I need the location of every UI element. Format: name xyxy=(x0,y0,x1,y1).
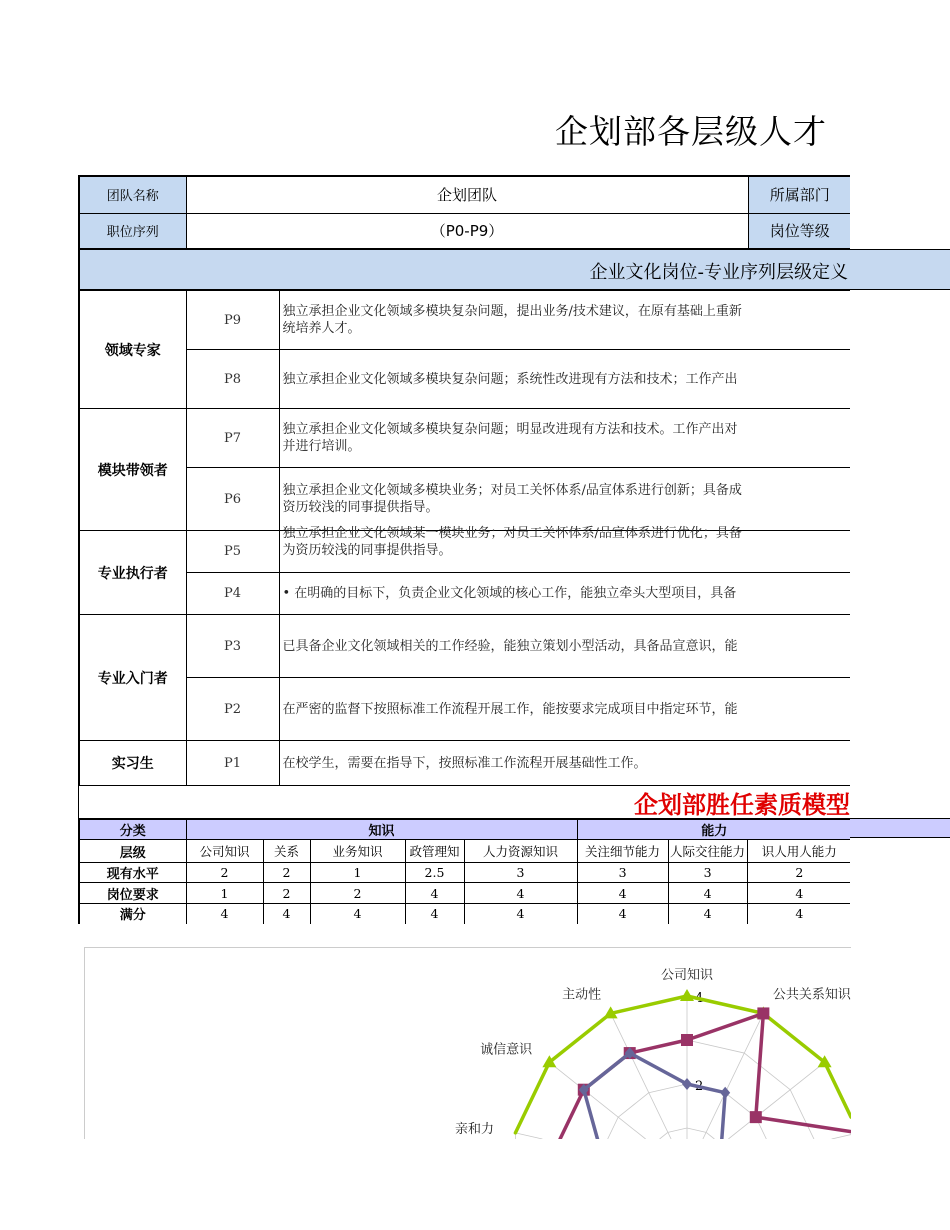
row-label-full: 满分 xyxy=(79,904,186,925)
level-code: P5 xyxy=(186,531,279,573)
radar-series-line xyxy=(630,1053,687,1084)
radar-grid-ring-segment xyxy=(668,1128,687,1132)
competency-column-header: 关系 xyxy=(263,840,310,863)
level-code: P4 xyxy=(186,573,279,615)
radar-series-line xyxy=(560,1090,584,1139)
levels-table xyxy=(78,290,850,786)
description-line: • 在明确的目标下，负责企业文化领域的核心工作，能独立牵头大型项目，具备 xyxy=(282,586,737,601)
row-label-current: 现有水平 xyxy=(79,863,186,883)
full-score-cell[interactable]: 4 xyxy=(310,904,405,925)
radar-series-line xyxy=(756,1013,764,1117)
description-line: 统培养人才。 xyxy=(282,321,361,336)
level-code: P8 xyxy=(186,350,279,409)
level-description xyxy=(279,291,850,350)
category-knowledge: 知识 xyxy=(186,819,577,840)
current-level-cell[interactable]: 2.5 xyxy=(405,863,464,883)
level-description xyxy=(279,741,850,786)
radar-grid-ring-segment xyxy=(744,1053,790,1090)
level-code: P2 xyxy=(186,678,279,741)
row-label-level: 层级 xyxy=(79,840,186,863)
radar-grid-ring-segment xyxy=(608,1117,619,1139)
level-row xyxy=(79,573,850,615)
description-line: 在校学生，需要在指导下，按照标准工作流程开展基础性工作。 xyxy=(282,755,647,771)
competency-column-header: 人力资源知识 xyxy=(464,840,577,863)
radar-axis-label: 公司知识 xyxy=(660,968,714,983)
radar-spoke xyxy=(728,1062,824,1139)
full-score-cell[interactable]: 4 xyxy=(263,904,310,925)
required-level-cell[interactable]: 4 xyxy=(577,883,668,904)
level-row xyxy=(79,350,850,409)
radar-grid-ring-segment xyxy=(687,1128,706,1132)
radar-grid-ring-segment xyxy=(790,1090,814,1139)
radar-axis-label: 诚信意识 xyxy=(480,1042,533,1058)
level-description xyxy=(279,678,850,741)
team-name-value[interactable]: 企划团队 xyxy=(186,176,748,213)
description-line: 在严密的监督下按照标准工作流程开展工作，能按要求完成项目中指定环节，能 xyxy=(282,701,738,717)
level-code: P7 xyxy=(186,409,279,468)
radar-series-line xyxy=(722,1093,725,1139)
series-value[interactable]: （P0-P9） xyxy=(186,213,748,249)
competency-column-header: 业务知识 xyxy=(310,840,405,863)
level-description xyxy=(279,573,850,615)
radar-marker-square xyxy=(750,1111,762,1123)
full-score-cell[interactable]: 4 xyxy=(747,904,850,925)
radar-series-line xyxy=(515,1062,549,1133)
radar-series-line xyxy=(687,1084,725,1093)
full-score-cell[interactable]: 4 xyxy=(668,904,747,925)
current-level-cell[interactable]: 3 xyxy=(577,863,668,883)
radar-spoke xyxy=(832,1135,851,1139)
series-label: 职位序列 xyxy=(79,213,186,249)
level-row xyxy=(79,468,850,531)
required-level-cell[interactable]: 2 xyxy=(310,883,405,904)
description-line: 为资历较浅的同事提供指导。 xyxy=(282,543,452,558)
radar-chart xyxy=(84,947,851,1139)
current-level-cell[interactable]: 3 xyxy=(464,863,577,883)
description-line: 独立承担企业文化领域多模块复杂问题；系统性改进现有方法和技术；工作产出 xyxy=(282,371,738,387)
description-line: 独立承担企业文化领域某一模块业务；对员工关怀体系/品宣体系进行优化；具备 xyxy=(282,526,742,541)
level-description xyxy=(279,615,850,678)
level-row xyxy=(79,531,850,573)
competency-table xyxy=(78,818,850,924)
level-row xyxy=(79,678,850,741)
full-score-cell[interactable]: 4 xyxy=(405,904,464,925)
header-table-wrap xyxy=(78,175,850,250)
required-level-cell[interactable]: 4 xyxy=(747,883,850,904)
full-score-cell[interactable]: 4 xyxy=(577,904,668,925)
radar-series-line xyxy=(825,1062,851,1117)
radar-spoke xyxy=(515,1133,542,1139)
level-code: P6 xyxy=(186,468,279,531)
current-level-cell[interactable]: 1 xyxy=(310,863,405,883)
radar-marker-square xyxy=(757,1007,769,1019)
required-level-cell[interactable]: 1 xyxy=(186,883,263,904)
required-level-cell[interactable]: 4 xyxy=(405,883,464,904)
radar-grid-ring-segment xyxy=(618,1093,649,1117)
level-description xyxy=(279,468,850,531)
level-group: 领域专家 xyxy=(79,291,186,409)
description-line: 已具备企业文化领域相关的工作经验，能独立策划小型活动，具备品宣意识，能 xyxy=(282,638,738,654)
radar-marker-triangle xyxy=(680,989,694,1001)
radar-grid-ring-segment xyxy=(706,1132,714,1139)
category-label: 分类 xyxy=(79,819,186,840)
radar-axis-label: 主动性 xyxy=(562,987,602,1003)
level-section-title: 企业文化岗位-专业序列层级定义 xyxy=(589,262,848,283)
radar-series-line xyxy=(584,1090,598,1139)
current-level-cell[interactable]: 3 xyxy=(668,863,747,883)
level-description xyxy=(279,526,850,573)
competency-table-wrap xyxy=(78,818,850,924)
category-ability: 能力 xyxy=(577,819,850,840)
level-row xyxy=(79,409,850,468)
radar-series-line xyxy=(549,1013,610,1062)
radar-series-line xyxy=(630,1040,687,1053)
level-group: 专业入门者 xyxy=(79,615,186,741)
header-table xyxy=(78,175,850,250)
radar-grid-ring-segment xyxy=(660,1132,668,1139)
level-row xyxy=(79,291,850,350)
level-code: P9 xyxy=(186,291,279,350)
radar-grid-ring-segment xyxy=(687,1040,744,1053)
level-code: P3 xyxy=(186,615,279,678)
description-line: 资历较浅的同事提供指导。 xyxy=(282,500,439,515)
radar-chart-svg xyxy=(85,948,851,1139)
radar-marker-diamond xyxy=(682,1078,692,1090)
level-row xyxy=(79,615,850,678)
team-name-label: 团队名称 xyxy=(79,176,186,213)
level-code: P1 xyxy=(186,741,279,786)
row-label-required: 岗位要求 xyxy=(79,883,186,904)
description-line: 并进行培训。 xyxy=(282,439,361,454)
levels-table-wrap xyxy=(78,290,850,786)
full-score-cell[interactable]: 4 xyxy=(464,904,577,925)
radar-series-line xyxy=(763,1013,824,1062)
page-title: 企划部各层级人才 xyxy=(555,112,827,151)
radar-grid-ring-segment xyxy=(649,1084,687,1093)
radar-series-line xyxy=(611,996,687,1013)
required-level-cell[interactable]: 2 xyxy=(263,883,310,904)
radar-spoke xyxy=(611,1013,671,1139)
required-level-cell[interactable]: 4 xyxy=(464,883,577,904)
level-description xyxy=(279,350,850,409)
current-level-cell[interactable]: 2 xyxy=(747,863,850,883)
competency-title: 企划部胜任素质模型 xyxy=(634,791,850,818)
radar-axis-label: 公共关系知识 xyxy=(772,987,851,1003)
description-line: 独立承担企业文化领域多模块复杂问题；明显改进现有方法和技术。工作产出对 xyxy=(282,422,738,437)
current-level-cell[interactable]: 2 xyxy=(186,863,263,883)
level-group: 模块带领者 xyxy=(79,409,186,531)
competency-title-row xyxy=(78,785,850,818)
radar-marker-diamond xyxy=(720,1087,730,1099)
level-description xyxy=(279,409,850,468)
level-section-header xyxy=(78,249,950,290)
required-level-cell[interactable]: 4 xyxy=(668,883,747,904)
competency-column-header: 公司知识 xyxy=(186,840,263,863)
level-group: 实习生 xyxy=(79,741,186,786)
description-line: 独立承担企业文化领域多模块业务；对员工关怀体系/品宣体系进行创新；具备成 xyxy=(282,483,742,498)
competency-column-header: 政管理知 xyxy=(405,840,464,863)
category-band-extension xyxy=(850,818,950,838)
level-row xyxy=(79,741,850,786)
dept-label: 所属部门 xyxy=(748,176,850,213)
level-group: 专业执行者 xyxy=(79,531,186,615)
competency-column-header: 识人用人能力 xyxy=(747,840,850,863)
radar-series-line xyxy=(756,1117,851,1132)
grade-label: 岗位等级 xyxy=(748,213,850,249)
full-score-cell[interactable]: 4 xyxy=(186,904,263,925)
radar-marker-square xyxy=(681,1034,693,1046)
radar-axis-label: 亲和力 xyxy=(454,1121,494,1137)
current-level-cell[interactable]: 2 xyxy=(263,863,310,883)
radar-series-line xyxy=(687,1013,763,1040)
competency-column-header: 关注细节能力 xyxy=(577,840,668,863)
radar-series-line xyxy=(584,1053,630,1090)
description-line: 独立承担企业文化领域多模块复杂问题，提出业务/技术建议，在原有基础上重新 xyxy=(282,304,742,319)
competency-column-header: 人际交往能力 xyxy=(668,840,747,863)
